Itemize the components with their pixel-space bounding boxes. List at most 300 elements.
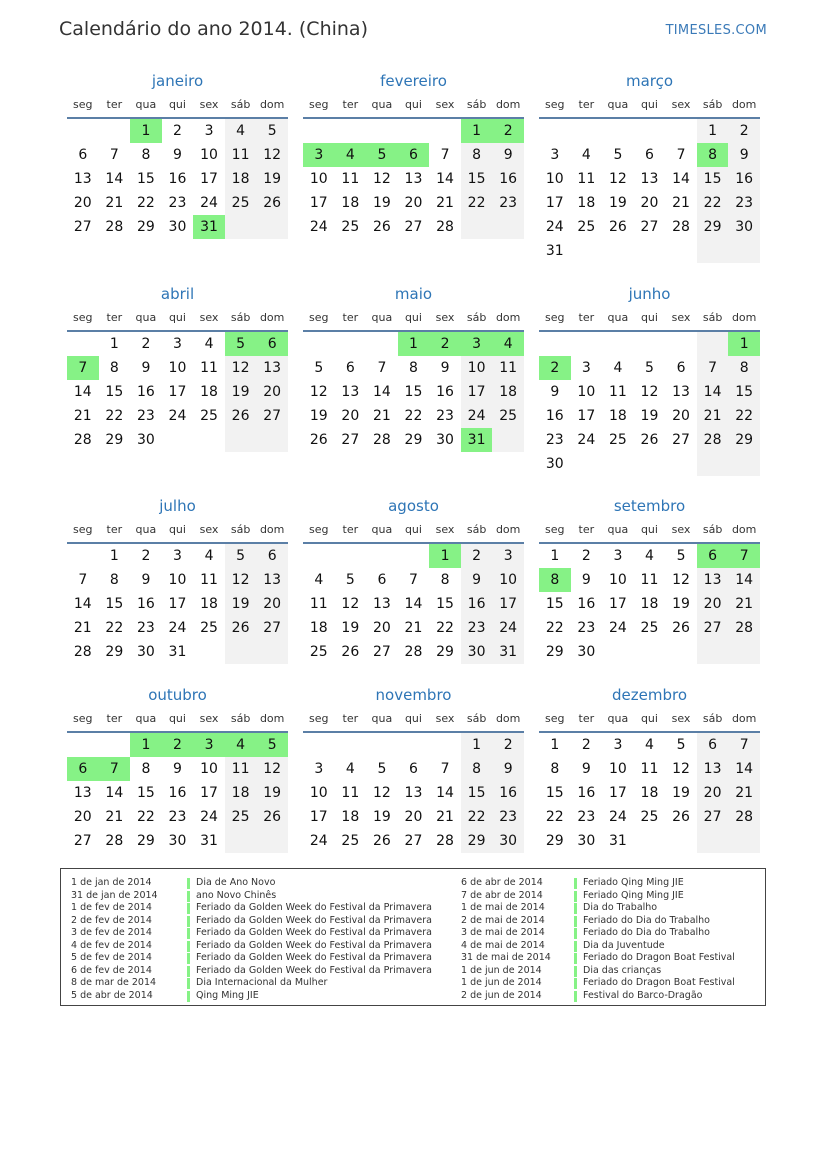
day-cell[interactable]: 25 [640, 620, 659, 636]
day-cell[interactable]: 18 [492, 380, 524, 404]
day-cell[interactable]: 21 [436, 809, 454, 825]
day-cell[interactable]: 10 [168, 572, 187, 588]
day-cell[interactable]: 26 [225, 404, 257, 428]
day-cell[interactable]: 20 [73, 195, 92, 211]
day-cell[interactable]: 19 [640, 408, 659, 424]
day-cell[interactable]: 16 [577, 785, 596, 801]
day-cell[interactable]: 30 [492, 829, 524, 853]
day-cell[interactable]: 3 [613, 548, 623, 564]
day-cell[interactable]: 5 [676, 737, 686, 753]
day-cell[interactable]: 6 [256, 332, 288, 356]
day-cell[interactable]: 21 [672, 195, 690, 211]
day-cell[interactable]: 22 [136, 809, 155, 825]
day-cell[interactable]: 17 [168, 384, 187, 400]
day-cell[interactable]: 6 [78, 147, 88, 163]
day-cell[interactable]: 31 [168, 644, 187, 660]
day-cell[interactable]: 12 [341, 596, 360, 612]
day-cell[interactable]: 27 [372, 644, 391, 660]
day-cell[interactable]: 22 [728, 404, 760, 428]
day-cell[interactable]: 28 [436, 833, 454, 849]
day-cell[interactable]: 1 [109, 336, 119, 352]
day-cell[interactable]: 28 [697, 428, 729, 452]
day-cell[interactable]: 30 [168, 833, 187, 849]
day-cell[interactable]: 20 [640, 195, 659, 211]
day-cell[interactable]: 10 [492, 568, 524, 592]
day-cell[interactable]: 27 [404, 833, 423, 849]
day-cell[interactable]: 5 [256, 733, 288, 757]
day-cell[interactable]: 14 [105, 785, 124, 801]
day-cell[interactable]: 23 [136, 620, 155, 636]
day-cell[interactable]: 20 [73, 809, 92, 825]
day-cell[interactable]: 16 [168, 785, 187, 801]
day-cell[interactable]: 16 [136, 596, 155, 612]
day-cell[interactable]: 25 [309, 644, 328, 660]
day-cell[interactable]: 7 [409, 572, 418, 588]
day-cell[interactable]: 27 [73, 833, 92, 849]
day-cell[interactable]: 19 [256, 781, 288, 805]
day-cell[interactable]: 6 [345, 360, 355, 376]
day-cell[interactable]: 1 [697, 119, 729, 143]
day-cell[interactable]: 24 [608, 809, 627, 825]
day-cell[interactable]: 4 [613, 360, 623, 376]
day-cell[interactable]: 28 [372, 432, 391, 448]
day-cell[interactable]: 4 [204, 548, 214, 564]
day-cell[interactable]: 9 [492, 143, 524, 167]
day-cell[interactable]: 11 [341, 171, 360, 187]
day-cell[interactable]: 8 [461, 757, 493, 781]
day-cell[interactable]: 26 [372, 219, 391, 235]
day-cell[interactable]: 19 [672, 596, 690, 612]
day-cell[interactable]: 22 [461, 805, 493, 829]
day-cell[interactable]: 12 [256, 757, 288, 781]
day-cell[interactable]: 30 [436, 432, 454, 448]
day-cell[interactable]: 17 [608, 596, 627, 612]
day-cell[interactable]: 6 [377, 572, 387, 588]
day-cell[interactable]: 12 [372, 785, 391, 801]
day-cell[interactable]: 22 [436, 620, 454, 636]
day-cell[interactable]: 29 [136, 219, 155, 235]
day-cell[interactable]: 14 [436, 785, 454, 801]
day-cell[interactable]: 11 [309, 596, 328, 612]
day-cell[interactable]: 8 [409, 360, 418, 376]
day-cell[interactable]: 6 [645, 147, 654, 163]
day-cell[interactable]: 3 [461, 332, 493, 356]
day-cell[interactable]: 21 [436, 195, 454, 211]
day-cell[interactable]: 6 [67, 757, 99, 781]
day-cell[interactable]: 5 [345, 572, 355, 588]
day-cell[interactable]: 23 [577, 620, 596, 636]
day-cell[interactable]: 11 [200, 360, 218, 376]
day-cell[interactable]: 13 [73, 785, 92, 801]
day-cell[interactable]: 3 [303, 143, 335, 167]
day-cell[interactable]: 20 [256, 380, 288, 404]
day-cell[interactable]: 12 [608, 171, 627, 187]
day-cell[interactable]: 3 [492, 544, 524, 568]
day-cell[interactable]: 23 [492, 805, 524, 829]
day-cell[interactable]: 7 [440, 147, 450, 163]
day-cell[interactable]: 30 [461, 640, 493, 664]
day-cell[interactable]: 16 [492, 167, 524, 191]
day-cell[interactable]: 15 [545, 596, 564, 612]
day-cell[interactable]: 13 [672, 384, 690, 400]
day-cell[interactable]: 26 [225, 616, 257, 640]
day-cell[interactable]: 10 [309, 171, 328, 187]
day-cell[interactable]: 17 [545, 195, 564, 211]
day-cell[interactable]: 17 [168, 596, 187, 612]
day-cell[interactable]: 7 [440, 761, 450, 777]
day-cell[interactable]: 22 [105, 620, 124, 636]
day-cell[interactable]: 31 [492, 640, 524, 664]
day-cell[interactable]: 23 [728, 191, 760, 215]
day-cell[interactable]: 8 [539, 568, 571, 592]
day-cell[interactable]: 2 [141, 336, 151, 352]
day-cell[interactable]: 20 [404, 195, 423, 211]
day-cell[interactable]: 15 [136, 171, 155, 187]
day-cell[interactable]: 10 [200, 147, 218, 163]
day-cell[interactable]: 23 [136, 408, 155, 424]
day-cell[interactable]: 14 [672, 171, 690, 187]
day-cell[interactable]: 1 [130, 119, 162, 143]
day-cell[interactable]: 3 [613, 737, 623, 753]
day-cell[interactable]: 8 [109, 572, 119, 588]
day-cell[interactable]: 7 [78, 572, 88, 588]
day-cell[interactable]: 21 [697, 404, 729, 428]
day-cell[interactable]: 13 [256, 356, 288, 380]
day-cell[interactable]: 4 [225, 733, 257, 757]
day-cell[interactable]: 29 [404, 432, 423, 448]
day-cell[interactable]: 4 [645, 737, 654, 753]
day-cell[interactable]: 10 [577, 384, 596, 400]
day-cell[interactable]: 2 [429, 332, 461, 356]
day-cell[interactable]: 19 [225, 592, 257, 616]
day-cell[interactable]: 28 [73, 432, 92, 448]
day-cell[interactable]: 22 [545, 620, 564, 636]
day-cell[interactable]: 24 [168, 408, 187, 424]
day-cell[interactable]: 14 [404, 596, 423, 612]
day-cell[interactable]: 19 [672, 785, 690, 801]
day-cell[interactable]: 14 [728, 757, 760, 781]
day-cell[interactable]: 11 [640, 761, 659, 777]
day-cell[interactable]: 25 [341, 833, 360, 849]
day-cell[interactable]: 24 [168, 620, 187, 636]
day-cell[interactable]: 29 [105, 432, 124, 448]
day-cell[interactable]: 22 [105, 408, 124, 424]
day-cell[interactable]: 18 [640, 785, 659, 801]
day-cell[interactable]: 10 [608, 572, 627, 588]
day-cell[interactable]: 18 [341, 809, 360, 825]
day-cell[interactable]: 9 [728, 143, 760, 167]
day-cell[interactable]: 10 [200, 761, 218, 777]
day-cell[interactable]: 14 [73, 596, 92, 612]
day-cell[interactable]: 13 [341, 384, 360, 400]
day-cell[interactable]: 5 [225, 332, 257, 356]
day-cell[interactable]: 30 [168, 219, 187, 235]
day-cell[interactable]: 3 [204, 123, 214, 139]
day-cell[interactable]: 15 [105, 384, 124, 400]
day-cell[interactable]: 27 [697, 805, 729, 829]
day-cell[interactable]: 27 [697, 616, 729, 640]
day-cell[interactable]: 20 [404, 809, 423, 825]
day-cell[interactable]: 16 [136, 384, 155, 400]
day-cell[interactable]: 21 [404, 620, 423, 636]
day-cell[interactable]: 8 [440, 572, 450, 588]
day-cell[interactable]: 28 [404, 644, 423, 660]
day-cell[interactable]: 17 [200, 171, 218, 187]
day-cell[interactable]: 29 [105, 644, 124, 660]
day-cell[interactable]: 29 [136, 833, 155, 849]
day-cell[interactable]: 25 [577, 219, 596, 235]
day-cell[interactable]: 29 [728, 428, 760, 452]
day-cell[interactable]: 15 [436, 596, 454, 612]
day-cell[interactable]: 23 [545, 432, 564, 448]
day-cell[interactable]: 5 [645, 360, 654, 376]
day-cell[interactable]: 15 [697, 167, 729, 191]
day-cell[interactable]: 15 [404, 384, 423, 400]
day-cell[interactable]: 8 [550, 761, 560, 777]
day-cell[interactable]: 8 [461, 143, 493, 167]
day-cell[interactable]: 28 [105, 219, 124, 235]
day-cell[interactable]: 18 [577, 195, 596, 211]
day-cell[interactable]: 27 [73, 219, 92, 235]
day-cell[interactable]: 6 [398, 143, 430, 167]
day-cell[interactable]: 6 [676, 360, 686, 376]
day-cell[interactable]: 7 [109, 147, 119, 163]
day-cell[interactable]: 19 [372, 195, 391, 211]
day-cell[interactable]: 1 [109, 548, 119, 564]
day-cell[interactable]: 6 [697, 544, 729, 568]
day-cell[interactable]: 25 [225, 191, 257, 215]
day-cell[interactable]: 12 [225, 568, 257, 592]
day-cell[interactable]: 2 [461, 544, 493, 568]
day-cell[interactable]: 26 [672, 620, 690, 636]
day-cell[interactable]: 8 [728, 356, 760, 380]
day-cell[interactable]: 16 [545, 408, 564, 424]
day-cell[interactable]: 13 [256, 568, 288, 592]
day-cell[interactable]: 5 [256, 119, 288, 143]
day-cell[interactable]: 4 [581, 147, 591, 163]
day-cell[interactable]: 2 [492, 733, 524, 757]
day-cell[interactable]: 11 [577, 171, 596, 187]
day-cell[interactable]: 9 [461, 568, 493, 592]
day-cell[interactable]: 5 [314, 360, 324, 376]
day-cell[interactable]: 10 [608, 761, 627, 777]
day-cell[interactable]: 6 [256, 544, 288, 568]
day-cell[interactable]: 12 [672, 761, 690, 777]
day-cell[interactable]: 15 [105, 596, 124, 612]
day-cell[interactable]: 1 [461, 733, 493, 757]
day-cell[interactable]: 8 [109, 360, 119, 376]
day-cell[interactable]: 23 [436, 408, 454, 424]
day-cell[interactable]: 1 [398, 332, 430, 356]
day-cell[interactable]: 23 [577, 809, 596, 825]
day-cell[interactable]: 28 [436, 219, 454, 235]
day-cell[interactable]: 25 [608, 432, 627, 448]
day-cell[interactable]: 5 [676, 548, 686, 564]
day-cell[interactable]: 3 [314, 761, 324, 777]
day-cell[interactable]: 22 [697, 191, 729, 215]
day-cell[interactable]: 19 [372, 809, 391, 825]
day-cell[interactable]: 17 [461, 380, 493, 404]
day-cell[interactable]: 2 [581, 737, 591, 753]
day-cell[interactable]: 1 [461, 119, 493, 143]
day-cell[interactable]: 3 [173, 336, 182, 352]
day-cell[interactable]: 31 [200, 833, 218, 849]
day-cell[interactable]: 1 [550, 548, 560, 564]
day-cell[interactable]: 7 [676, 147, 686, 163]
day-cell[interactable]: 26 [256, 191, 288, 215]
day-cell[interactable]: 9 [581, 572, 591, 588]
day-cell[interactable]: 23 [492, 191, 524, 215]
day-cell[interactable]: 31 [461, 428, 493, 452]
day-cell[interactable]: 23 [168, 195, 187, 211]
day-cell[interactable]: 5 [366, 143, 398, 167]
day-cell[interactable]: 24 [309, 219, 328, 235]
day-cell[interactable]: 31 [545, 243, 564, 259]
day-cell[interactable]: 10 [461, 356, 493, 380]
day-cell[interactable]: 7 [377, 360, 387, 376]
day-cell[interactable]: 11 [225, 143, 257, 167]
day-cell[interactable]: 24 [461, 404, 493, 428]
day-cell[interactable]: 9 [440, 360, 450, 376]
day-cell[interactable]: 30 [136, 644, 155, 660]
day-cell[interactable]: 11 [200, 572, 218, 588]
day-cell[interactable]: 23 [461, 616, 493, 640]
day-cell[interactable]: 25 [341, 219, 360, 235]
day-cell[interactable]: 14 [728, 568, 760, 592]
day-cell[interactable]: 24 [608, 620, 627, 636]
day-cell[interactable]: 26 [640, 432, 659, 448]
day-cell[interactable]: 25 [492, 404, 524, 428]
day-cell[interactable]: 28 [728, 616, 760, 640]
day-cell[interactable]: 24 [545, 219, 564, 235]
day-cell[interactable]: 16 [577, 596, 596, 612]
day-cell[interactable]: 13 [697, 757, 729, 781]
day-cell[interactable]: 20 [341, 408, 360, 424]
day-cell[interactable]: 22 [545, 809, 564, 825]
day-cell[interactable]: 14 [436, 171, 454, 187]
day-cell[interactable]: 26 [341, 644, 360, 660]
day-cell[interactable]: 3 [581, 360, 591, 376]
day-cell[interactable]: 3 [550, 147, 560, 163]
day-cell[interactable]: 22 [404, 408, 423, 424]
day-cell[interactable]: 6 [697, 733, 729, 757]
day-cell[interactable]: 22 [136, 195, 155, 211]
day-cell[interactable]: 12 [256, 143, 288, 167]
day-cell[interactable]: 10 [168, 360, 187, 376]
day-cell[interactable]: 14 [697, 380, 729, 404]
day-cell[interactable]: 12 [672, 572, 690, 588]
day-cell[interactable]: 15 [728, 380, 760, 404]
day-cell[interactable]: 27 [256, 404, 288, 428]
day-cell[interactable]: 7 [728, 733, 760, 757]
day-cell[interactable]: 17 [577, 408, 596, 424]
day-cell[interactable]: 13 [640, 171, 659, 187]
day-cell[interactable]: 28 [105, 833, 124, 849]
day-cell[interactable]: 2 [173, 123, 182, 139]
day-cell[interactable]: 18 [341, 195, 360, 211]
day-cell[interactable]: 18 [608, 408, 627, 424]
day-cell[interactable]: 25 [200, 408, 218, 424]
day-cell[interactable]: 19 [256, 167, 288, 191]
day-cell[interactable]: 11 [640, 572, 659, 588]
day-cell[interactable]: 9 [141, 572, 151, 588]
day-cell[interactable]: 25 [200, 620, 218, 636]
day-cell[interactable]: 17 [309, 809, 328, 825]
day-cell[interactable]: 9 [492, 757, 524, 781]
day-cell[interactable]: 14 [372, 384, 391, 400]
day-cell[interactable]: 9 [581, 761, 591, 777]
day-cell[interactable]: 13 [404, 171, 423, 187]
day-cell[interactable]: 11 [341, 785, 360, 801]
day-cell[interactable]: 24 [492, 616, 524, 640]
day-cell[interactable]: 30 [728, 215, 760, 239]
day-cell[interactable]: 12 [225, 356, 257, 380]
day-cell[interactable]: 4 [225, 119, 257, 143]
day-cell[interactable]: 19 [608, 195, 627, 211]
day-cell[interactable]: 8 [697, 143, 729, 167]
day-cell[interactable]: 26 [672, 809, 690, 825]
day-cell[interactable]: 27 [672, 432, 690, 448]
day-cell[interactable]: 20 [372, 620, 391, 636]
day-cell[interactable]: 29 [545, 833, 564, 849]
day-cell[interactable]: 15 [461, 781, 493, 805]
day-cell[interactable]: 21 [73, 408, 92, 424]
day-cell[interactable]: 1 [130, 733, 162, 757]
day-cell[interactable]: 9 [173, 761, 182, 777]
day-cell[interactable]: 13 [404, 785, 423, 801]
day-cell[interactable]: 21 [728, 781, 760, 805]
day-cell[interactable]: 13 [73, 171, 92, 187]
day-cell[interactable]: 15 [136, 785, 155, 801]
day-cell[interactable]: 17 [608, 785, 627, 801]
day-cell[interactable]: 26 [372, 833, 391, 849]
day-cell[interactable]: 18 [640, 596, 659, 612]
day-cell[interactable]: 16 [436, 384, 454, 400]
day-cell[interactable]: 29 [436, 644, 454, 660]
day-cell[interactable]: 19 [309, 408, 328, 424]
day-cell[interactable]: 14 [73, 384, 92, 400]
day-cell[interactable]: 13 [697, 568, 729, 592]
day-cell[interactable]: 21 [73, 620, 92, 636]
day-cell[interactable]: 26 [608, 219, 627, 235]
day-cell[interactable]: 27 [640, 219, 659, 235]
day-cell[interactable]: 5 [377, 761, 387, 777]
day-cell[interactable]: 24 [577, 432, 596, 448]
day-cell[interactable]: 28 [728, 805, 760, 829]
day-cell[interactable]: 2 [492, 119, 524, 143]
day-cell[interactable]: 25 [640, 809, 659, 825]
day-cell[interactable]: 12 [372, 171, 391, 187]
day-cell[interactable]: 2 [539, 356, 571, 380]
day-cell[interactable]: 7 [697, 356, 729, 380]
day-cell[interactable]: 15 [545, 785, 564, 801]
day-cell[interactable]: 30 [136, 432, 155, 448]
day-cell[interactable]: 20 [697, 592, 729, 616]
day-cell[interactable]: 1 [728, 332, 760, 356]
day-cell[interactable]: 23 [168, 809, 187, 825]
day-cell[interactable]: 19 [341, 620, 360, 636]
day-cell[interactable]: 8 [141, 761, 151, 777]
day-cell[interactable]: 16 [461, 592, 493, 616]
day-cell[interactable]: 5 [613, 147, 623, 163]
day-cell[interactable]: 26 [309, 432, 328, 448]
day-cell[interactable]: 25 [225, 805, 257, 829]
day-cell[interactable]: 26 [256, 805, 288, 829]
day-cell[interactable]: 17 [200, 785, 218, 801]
day-cell[interactable]: 16 [492, 781, 524, 805]
day-cell[interactable]: 18 [225, 167, 257, 191]
day-cell[interactable]: 3 [193, 733, 225, 757]
